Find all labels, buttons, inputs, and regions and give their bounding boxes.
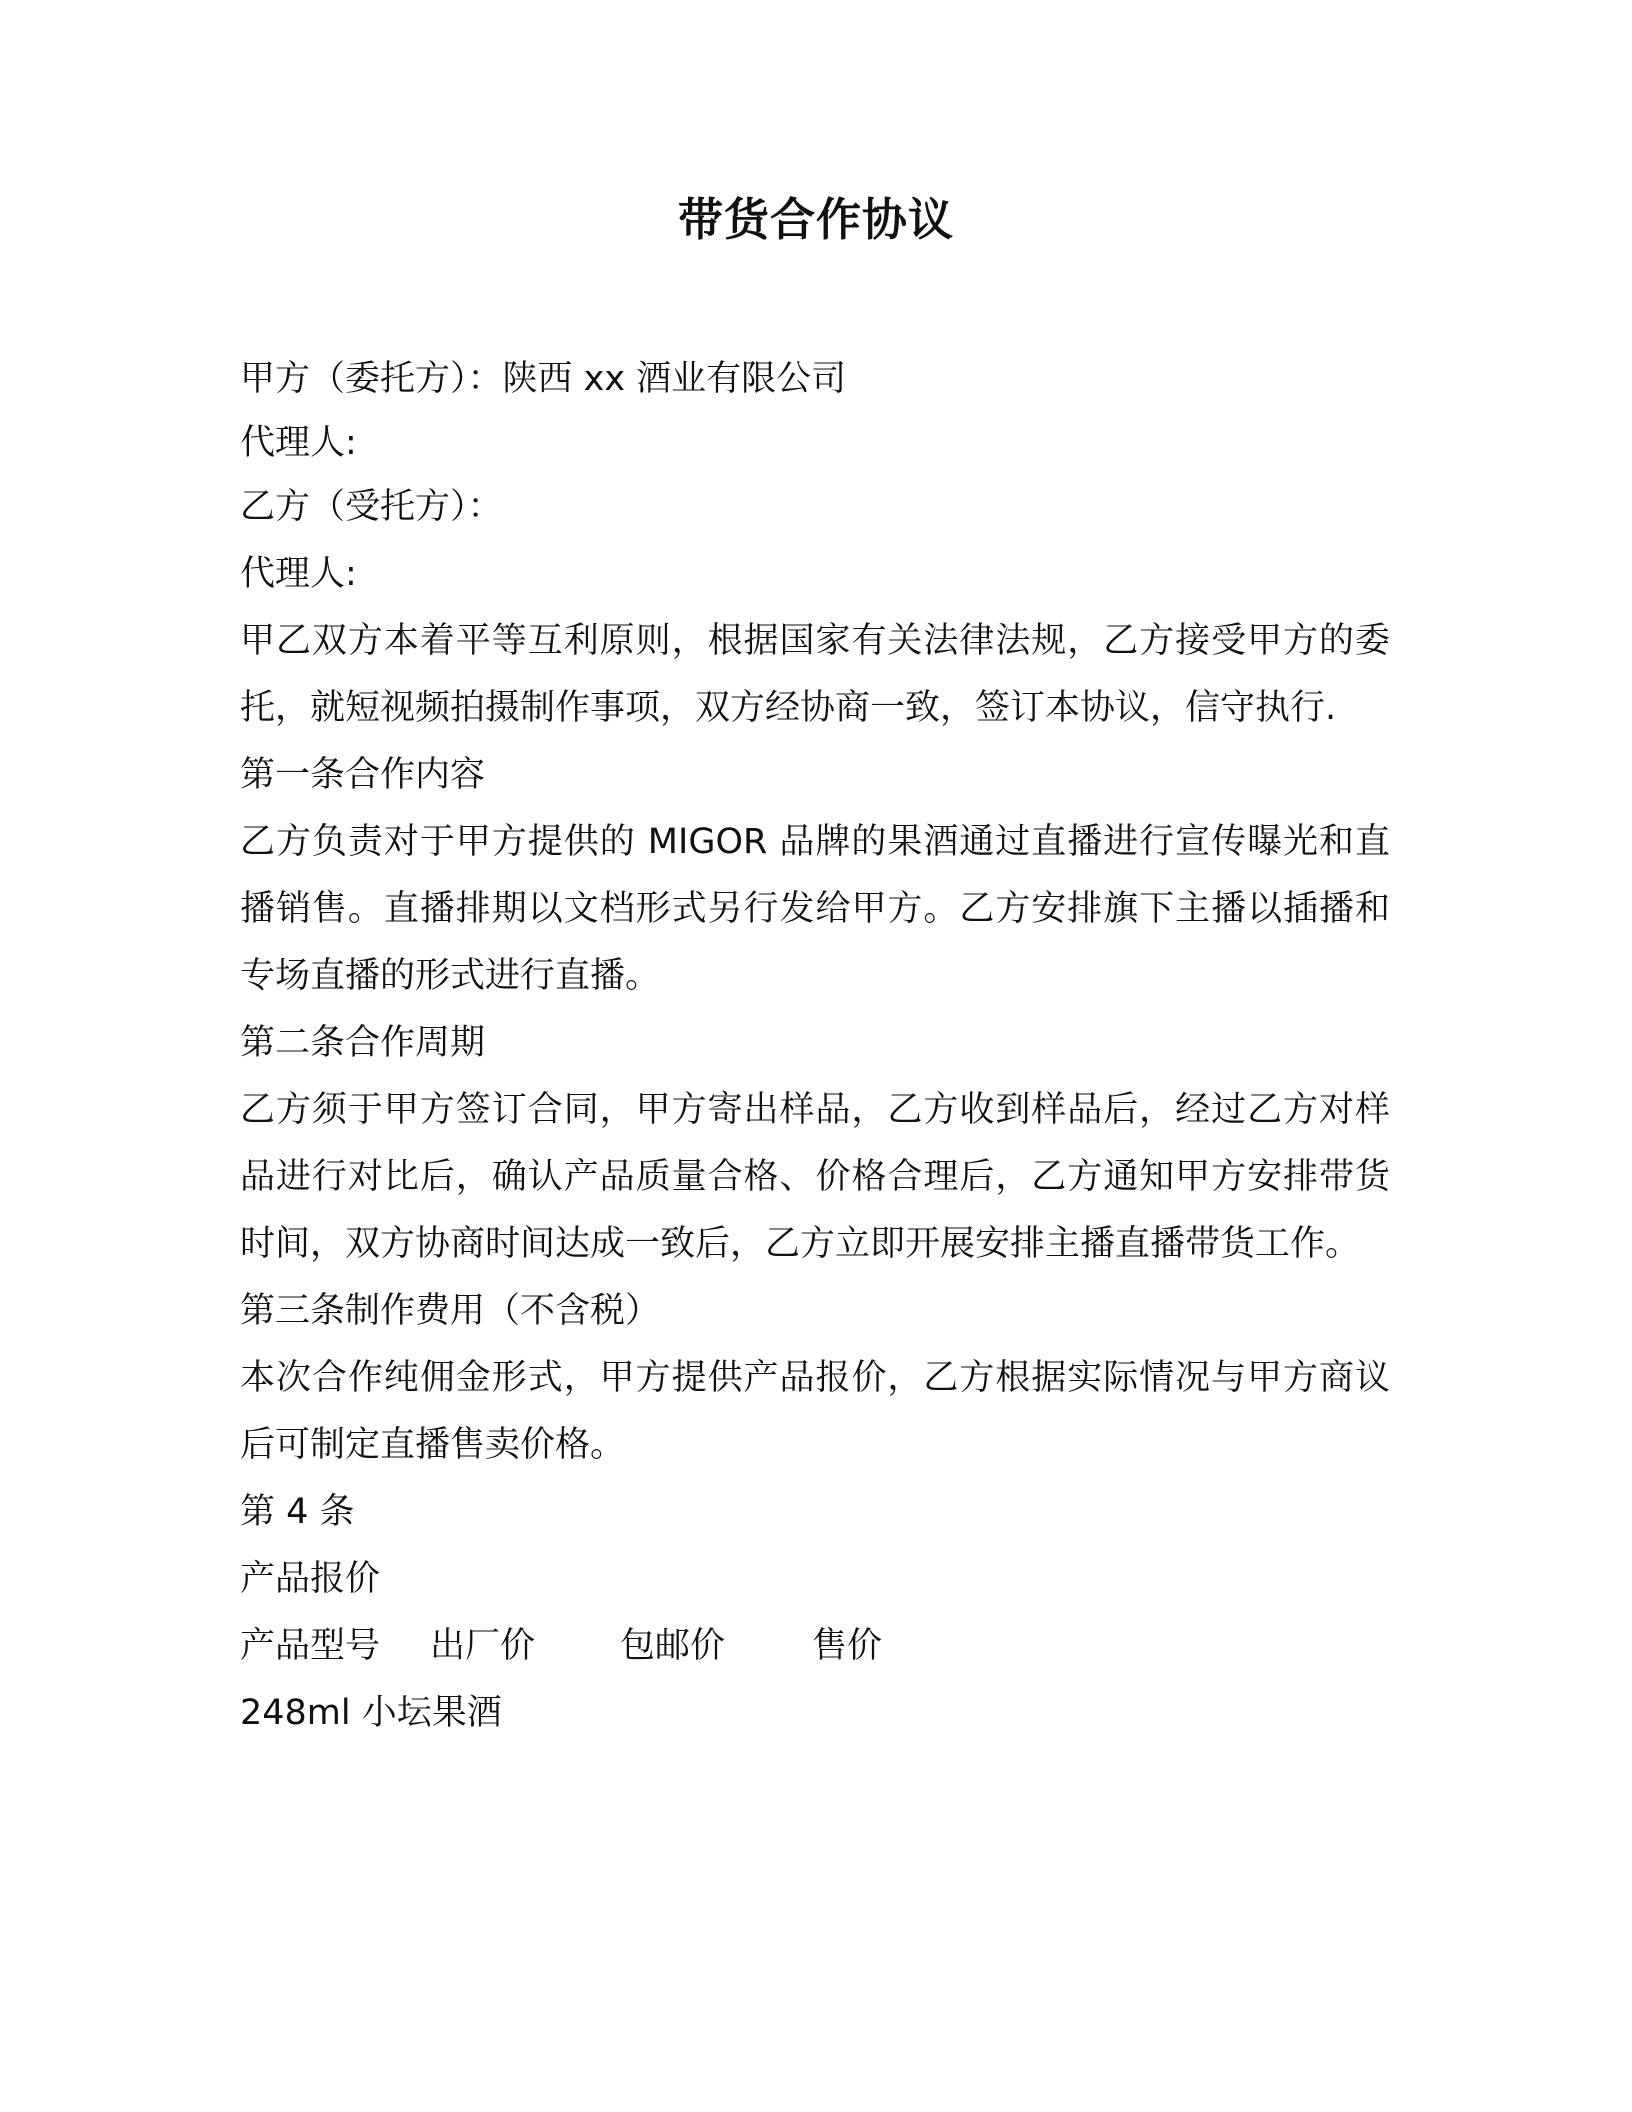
section-3-text: 本次合作纯佣金形式，甲方提供产品报价，乙方根据实际情况与甲方商议后可制定直播售卖价格。 bbox=[240, 1358, 1390, 1465]
price-col-price: 售价 bbox=[812, 1626, 883, 1666]
price-table-header bbox=[240, 1613, 1390, 1680]
preamble-paragraph: 甲乙双方本着平等互利原则，根据国家有关法律法规，乙方接受甲方的委托，就短视频拍摄制作事项，双方经协商一致，签订本协议，信守执行. bbox=[240, 621, 1390, 728]
price-table-row: 248ml 小坛果酒 bbox=[240, 1693, 502, 1733]
party-b-agent: 代理人: bbox=[240, 554, 357, 594]
party-a-agent: 代理人: bbox=[240, 423, 357, 463]
section-1-heading: 第一条合作内容 bbox=[240, 755, 486, 795]
party-b-line: 乙方（受托方）： bbox=[240, 487, 503, 527]
section-3-heading: 第三条制作费用（不含税） bbox=[240, 1291, 661, 1331]
section-1-text: 乙方负责对于甲方提供的 MIGOR 品牌的果酒通过直播进行宣传曝光和直播销售。直播排期以文档形式另行发给甲方。乙方安排旗下主播以插播和专场直播的形式进行直播。 bbox=[240, 822, 1390, 996]
section-2-heading: 第二条合作周期 bbox=[240, 1023, 486, 1063]
section-4-heading: 第 4 条 bbox=[240, 1492, 355, 1532]
price-col-shipping: 包邮价 bbox=[620, 1626, 726, 1666]
price-heading: 产品报价 bbox=[240, 1559, 381, 1599]
party-a-line: 甲方（委托方）：陕西 xx 酒业有限公司 bbox=[240, 359, 847, 399]
document-body bbox=[240, 346, 1390, 1747]
price-col-factory: 出厂价 bbox=[430, 1626, 536, 1666]
document-title: 带货合作协议 bbox=[677, 193, 954, 246]
price-col-model: 产品型号 bbox=[240, 1626, 381, 1666]
section-2-text: 乙方须于甲方签订合同，甲方寄出样品，乙方收到样品后，经过乙方对样品进行对比后，确认产品质量合格、价格合理后，乙方通知甲方安排带货时间，双方协商时间达成一致后，乙方立即开展安排主播直播带货工作。 bbox=[240, 1090, 1390, 1264]
